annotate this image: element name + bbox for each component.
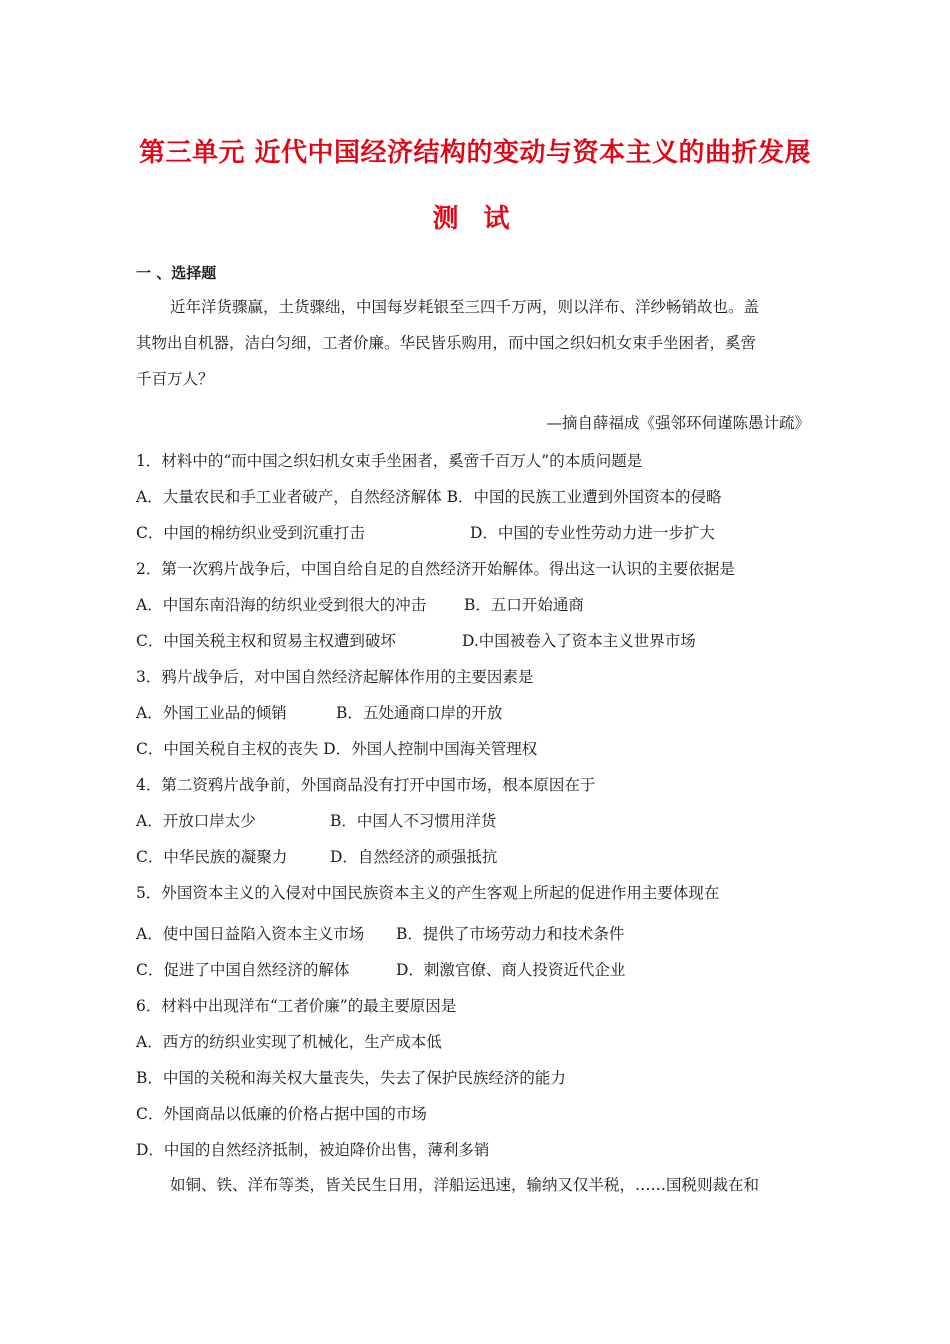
option-row — [136, 1103, 427, 1125]
option-row — [136, 1067, 566, 1089]
option: C．中国关税自主权的丧失 D．外国人控制中国海关管理权 — [136, 740, 538, 758]
option-row — [136, 522, 715, 544]
question-stem: 3．鸦片战争后，对中国自然经济起解体作用的主要因素是 — [136, 668, 534, 686]
option: B．五处通商口岸的开放 — [336, 704, 503, 722]
option-row — [136, 1031, 442, 1053]
option: C．中国关税主权和贸易主权遭到破坏 — [136, 632, 396, 650]
passage-line: 其物出自机器，洁白匀细，工者价廉。华民皆乐购用，而中国之织妇机女束手坐困者，奚啻 — [136, 334, 757, 352]
option: B．五口开始通商 — [464, 596, 584, 614]
passage-line: 如铜、铁、洋布等类，皆关民生日用，洋船运迅速，输纳又仅半税，……国税则裁在和 — [170, 1176, 760, 1194]
option: D.中国被卷入了资本主义世界市场 — [462, 632, 696, 650]
question-stem: 4．第二资鸦片战争前，外国商品没有打开中国市场，根本原因在于 — [136, 776, 596, 794]
option: D．自然经济的顽强抵抗 — [330, 848, 498, 866]
option-row — [136, 923, 625, 945]
document-title: 第三单元 近代中国经济结构的变动与资本主义的曲折发展 — [138, 138, 812, 168]
option: A．开放口岸太少 — [136, 812, 256, 830]
option: C．外国商品以低廉的价格占据中国的市场 — [136, 1105, 427, 1123]
passage-line: 近年洋货骤赢，土货骤绌，中国每岁耗银至三四千万两，则以洋布、洋纱畅销故也。盖 — [170, 298, 760, 316]
option-row — [136, 738, 537, 760]
option: A．中国东南沿海的纺织业受到很大的冲击 — [136, 596, 427, 614]
option: C．中国的棉纺织业受到沉重打击 — [136, 524, 365, 542]
question-stem: 1．材料中的“而中国之织妇机女束手坐困者，奚啻千百万人”的本质问题是 — [136, 452, 643, 470]
option: B．提供了市场劳动力和技术条件 — [396, 925, 625, 943]
option-row — [136, 959, 626, 981]
question-stem: 5．外国资本主义的入侵对中国民族资本主义的产生客观上所起的促进作用主要体现在 — [136, 884, 720, 902]
option: C．中华民族的凝聚力 — [136, 848, 288, 866]
passage-line: 千百万人？ — [136, 370, 214, 388]
option: C．促进了中国自然经济的解体 — [136, 961, 350, 979]
section-heading: 一 、选择题 — [136, 264, 217, 282]
document-subtitle: 测 试 — [432, 204, 518, 234]
option: A．西方的纺织业实现了机械化，生产成本低 — [136, 1033, 442, 1051]
option: B．中国人不习惯用洋货 — [330, 812, 497, 830]
option: D．中国的自然经济抵制，被迫降价出售，薄利多销 — [136, 1141, 490, 1159]
option: D．刺激官僚、商人投资近代企业 — [396, 961, 626, 979]
question-stem: 2．第一次鸦片战争后，中国自给自足的自然经济开始解体。得出这一认识的主要依据是 — [136, 560, 735, 578]
option: B．中国的关税和海关权大量丧失，失去了保护民族经济的能力 — [136, 1069, 566, 1087]
option-row — [136, 1139, 489, 1161]
option-row — [136, 486, 722, 508]
question-stem: 6．材料中出现洋布“工者价廉”的最主要原因是 — [136, 997, 457, 1015]
option: A．使中国日益陷入资本主义市场 — [136, 925, 365, 943]
option-row — [136, 630, 696, 652]
option: A．外国工业品的倾销 — [136, 704, 287, 722]
option-row — [136, 702, 503, 724]
option-row — [136, 846, 498, 868]
option: A．大量农民和手工业者破产，自然经济解体 B．中国的民族工业遭到外国资本的侵略 — [136, 488, 722, 506]
option-row — [136, 810, 497, 832]
option: D．中国的专业性劳动力进一步扩大 — [470, 524, 715, 542]
passage-source: —摘自薛福成《强邻环伺谨陈愚计疏》 — [546, 414, 810, 432]
option-row — [136, 594, 584, 616]
